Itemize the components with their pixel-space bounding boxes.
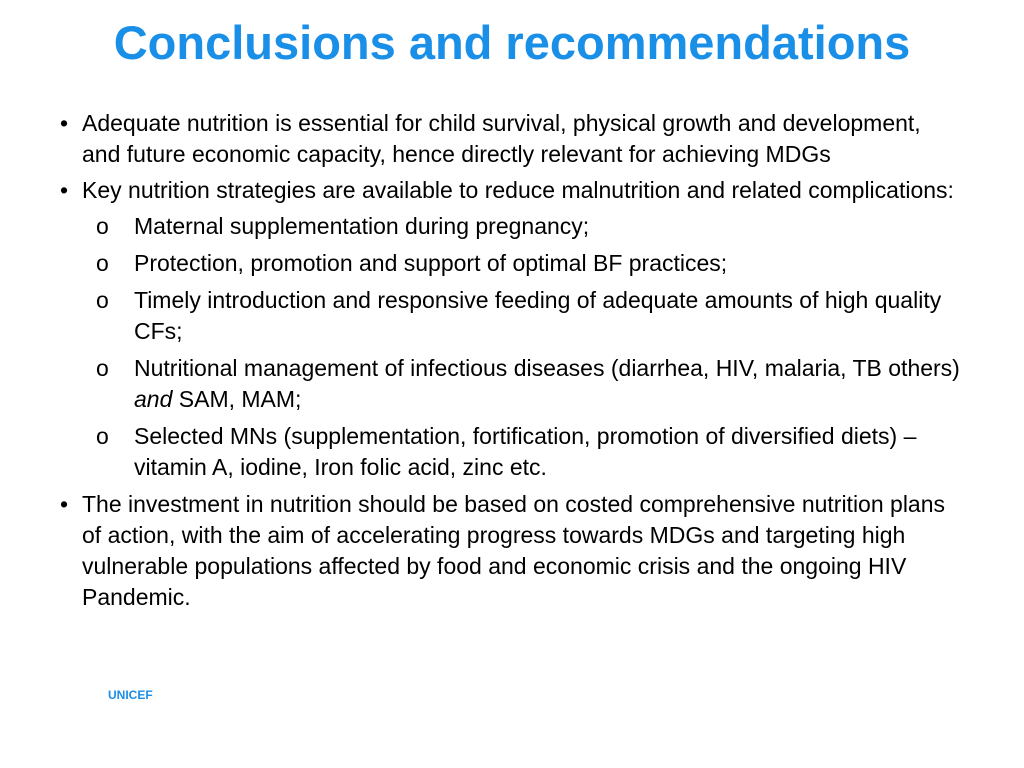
bullet-item (60, 108, 960, 170)
sub-bullet-marker: o (96, 355, 109, 381)
sub-bullet-item (82, 421, 960, 483)
sub-bullet-item (82, 285, 960, 347)
bullet-text: The investment in nutrition should be based on costed comprehensive nutrition plans of action, with the aim of accelerating progress towards MDGs and targeting high vulnerable populations affected by food and economic crisis and the ongoing HIV Pandemic. (82, 491, 946, 610)
bullet-icon: • (60, 110, 69, 136)
bullet-text: Key nutrition strategies are available to reduce malnutrition and related complications: (82, 177, 954, 203)
footer-source: UNICEF (108, 688, 153, 702)
sub-bullet-item (82, 211, 960, 242)
slide-content (60, 108, 960, 618)
sub-bullet-text-after: SAM, MAM; (172, 386, 302, 412)
sub-bullet-marker: o (96, 250, 109, 276)
bullet-item (60, 175, 960, 206)
bullet-list (60, 108, 960, 206)
sub-bullet-text: Selected MNs (supplementation, fortification, promotion of diversified diets) – vitamin A, iodine, Iron folic acid, zinc etc. (134, 423, 917, 480)
sub-bullet-text-before: Nutritional management of infectious diseases (diarrhea, HIV, malaria, TB others) (134, 355, 960, 381)
sub-bullet-item (82, 353, 960, 415)
sub-bullet-marker: o (96, 213, 109, 239)
bullet-icon: • (60, 177, 69, 203)
bullet-item (60, 489, 960, 613)
sub-bullet-list (60, 211, 960, 483)
sub-bullet-text: Timely introduction and responsive feeding of adequate amounts of high quality CFs; (134, 287, 942, 344)
bullet-text: Adequate nutrition is essential for child survival, physical growth and development, and future economic capacity, hence directly relevant for achieving MDGs (82, 110, 921, 167)
sub-bullet-text-italic: and (134, 386, 173, 412)
slide-title: Conclusions and recommendations (113, 16, 911, 69)
sub-bullet-text: Protection, promotion and support of optimal BF practices; (134, 250, 728, 276)
sub-bullet-marker: o (96, 287, 109, 313)
sub-bullet-marker: o (96, 423, 109, 449)
bullet-list-continued (60, 489, 960, 613)
sub-bullet-text: Maternal supplementation during pregnancy; (134, 213, 590, 239)
sub-bullet-item (82, 248, 960, 279)
bullet-icon: • (60, 491, 69, 517)
